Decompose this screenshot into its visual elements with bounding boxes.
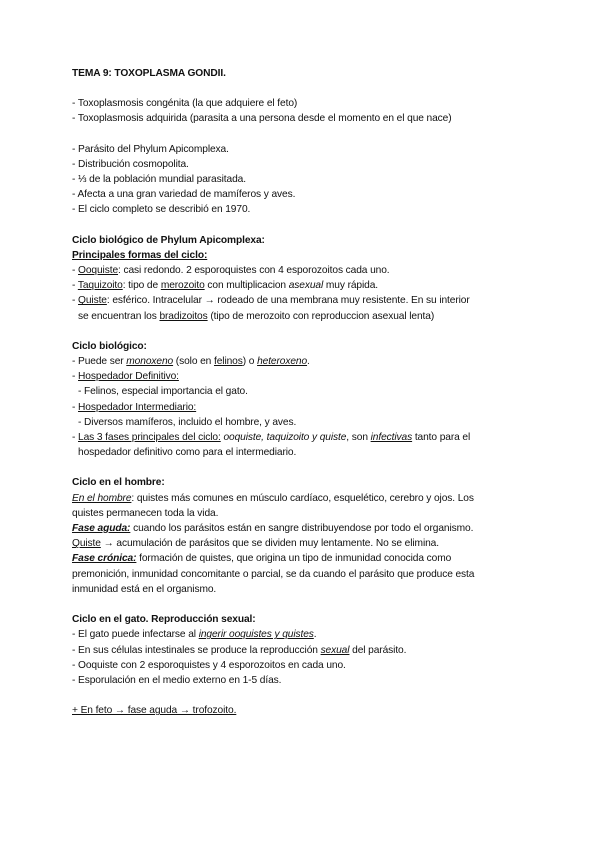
term-quiste: Quiste — [78, 295, 107, 307]
term-hospedador-intermediario: Hospedador Intermediario: — [78, 401, 197, 413]
item-monoxeno — [72, 354, 542, 369]
section-heading-ciclo: Ciclo biológico: — [72, 340, 147, 352]
bullet: - — [72, 265, 79, 277]
bullet: - — [72, 401, 79, 413]
fact-item: - Parásito del Phylum Apicomplexa. — [72, 143, 229, 155]
item-quiste-cont — [72, 309, 542, 324]
facts-list — [72, 142, 542, 218]
text: con multiplicacion — [204, 280, 289, 292]
item-en-el-hombre-cont: quistes permanecen toda la vida. — [72, 507, 219, 519]
text: → acumulación de parásitos que se dividen muy lentamente. No se elimina. — [100, 538, 439, 550]
term-felinos: felinos — [213, 356, 243, 368]
text: : esférico. Intracelular → rodeado de una membrana muy resistente. En su interior — [106, 295, 470, 307]
text: , son — [346, 432, 371, 444]
term-bradizoitos: bradizoitos — [159, 310, 208, 322]
term-fase-cronica: Fase crónica: — [72, 553, 137, 565]
fact-item: - ⅓ de la población mundial parasitada. — [72, 174, 246, 186]
section-heading-gato: Ciclo en el gato. Reproducción sexual: — [72, 614, 256, 626]
item-fase-cronica-cont2: inmunidad está en el organismo. — [72, 583, 217, 595]
intro-item-adquirida: - Toxoplasmosis adquirida (parasita a una persona desde el momento en el que nace) — [72, 113, 452, 125]
text: ) o — [242, 356, 258, 368]
term-taquizoito: Taquizoito — [77, 280, 123, 292]
item-fases-cont: hospedador definitivo como para el intermediario. — [78, 447, 297, 459]
fact-item: - Distribución cosmopolita. — [72, 158, 189, 170]
text: (tipo de merozoito con reproduccion asexual lenta) — [207, 310, 435, 322]
term-monoxeno: monoxeno — [126, 356, 174, 368]
term-ingerir: ingerir ooquistes y quistes — [198, 629, 314, 641]
text: : casi redondo. 2 esporoquistes con 4 esporozoitos cada uno. — [118, 265, 390, 277]
text: se encuentran los — [78, 310, 160, 322]
item-fase-cronica — [72, 551, 542, 566]
item-taquizoito — [72, 278, 542, 293]
text: - En sus células intestinales se produce la reproducción — [72, 644, 321, 656]
item-ooquiste — [72, 263, 542, 278]
term-fase-aguda: Fase aguda: — [72, 523, 131, 535]
item-hospedador-intermediario — [72, 400, 542, 415]
text: cuando los parásitos están en sangre distribuyendose por todo el organismo. — [130, 523, 474, 535]
item-fase-aguda — [72, 521, 542, 536]
term-merozoito: merozoito — [160, 280, 205, 292]
text: : quistes más comunes en músculo cardíaco, esquelético, cerebro y ojos. Los — [131, 492, 474, 504]
item-hospedador-definitivo — [72, 369, 542, 384]
term-fases: Las 3 fases principales del ciclo: — [78, 432, 221, 444]
text: - El gato puede infectarse al — [72, 629, 199, 641]
fact-item: - El ciclo completo se describió en 1970. — [72, 204, 251, 216]
bullet: - — [72, 280, 78, 292]
term-infectivas: infectivas — [370, 432, 413, 444]
italic-asexual: asexual — [288, 280, 324, 292]
item-fase-cronica-cont: premonición, inmunidad concomitante o parcial, se da cuando el parásito que produce esta — [72, 568, 475, 580]
item-gato-infectarse — [72, 627, 542, 642]
section-heading-hombre: Ciclo en el hombre: — [72, 477, 165, 489]
text: del parásito. — [349, 644, 407, 656]
detail-hospedador-definitivo: - Felinos, especial importancia el gato. — [78, 386, 248, 398]
text: tanto para el — [412, 432, 471, 444]
subheading-formas: Principales formas del ciclo: — [72, 249, 208, 261]
item-fases — [72, 430, 542, 445]
item-en-el-hombre — [72, 491, 542, 506]
item-gato-esporulacion: - Esporulación en el medio externo en 1-5 días. — [72, 674, 282, 686]
term-quiste-hombre: Quiste — [72, 538, 101, 550]
text: formación de quistes, que origina un tipo de inmunidad conocida como — [136, 553, 452, 565]
item-quiste — [72, 293, 542, 308]
term-en-el-hombre: En el hombre — [72, 492, 132, 504]
text: . — [307, 356, 310, 368]
intro-list — [72, 96, 542, 126]
section-heading-phylum: Ciclo biológico de Phylum Apicomplexa: — [72, 234, 265, 246]
document-page — [72, 66, 542, 718]
footer-note: + En feto → fase aguda → trofozoito. — [72, 705, 237, 717]
bullet: - — [72, 432, 79, 444]
fact-item: - Afecta a una gran variedad de mamíferos y aves. — [72, 189, 296, 201]
text: (solo en — [173, 356, 214, 368]
text: muy rápida. — [323, 280, 379, 292]
item-gato-reproduccion — [72, 643, 542, 658]
text: - Puede ser — [72, 356, 127, 368]
text: : tipo de — [122, 280, 161, 292]
detail-hospedador-intermediario: - Diversos mamíferos, incluido el hombre, y aves. — [78, 416, 297, 428]
bullet: - — [72, 371, 79, 383]
term-heteroxeno: heteroxeno — [257, 356, 308, 368]
term-hospedador-definitivo: Hospedador Definitivo: — [78, 371, 179, 383]
italic-fases: ooquiste, taquizoito y quiste — [220, 432, 347, 444]
text: . — [313, 629, 317, 641]
item-gato-ooquiste: - Ooquiste con 2 esporoquistes y 4 esporozoitos en cada uno. — [72, 659, 346, 671]
item-quiste-hombre — [72, 536, 542, 551]
bullet: - — [72, 295, 79, 307]
term-sexual: sexual — [320, 644, 350, 656]
document-title: TEMA 9: TOXOPLASMA GONDII. — [72, 68, 226, 79]
intro-item-congenita: - Toxoplasmosis congénita (la que adquiere el feto) — [72, 98, 298, 110]
term-ooquiste: Ooquiste — [78, 265, 119, 277]
